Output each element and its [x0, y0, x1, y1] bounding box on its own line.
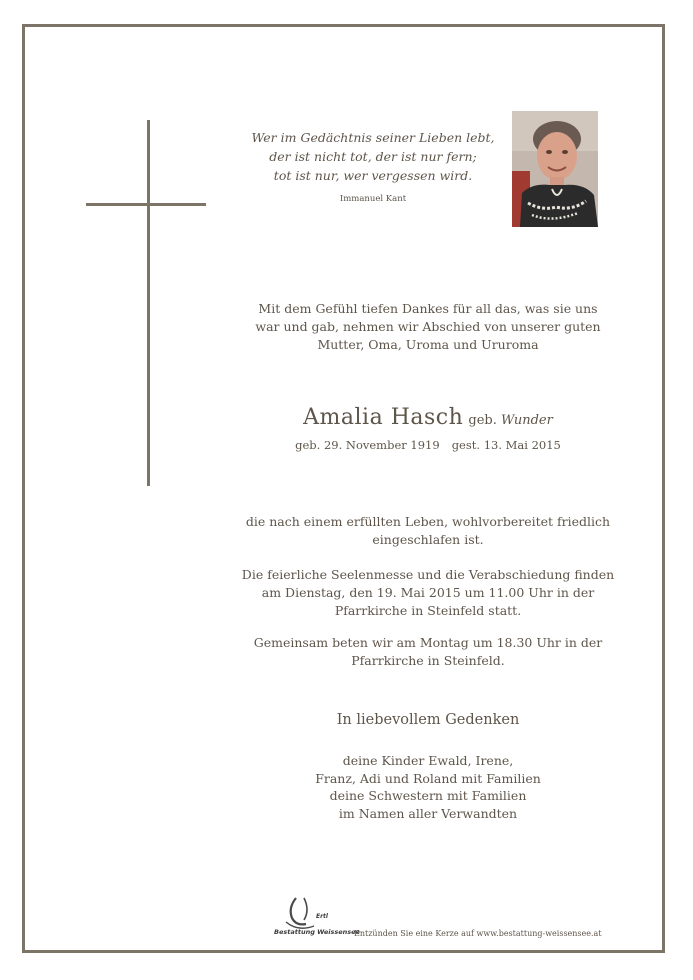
family-line: deine Schwestern mit Familien: [329, 788, 527, 803]
notice-line: Gemeinsam beten wir am Montag um 18.30 Uhr in der: [253, 635, 603, 650]
notice-line: Pfarrkirche in Steinfeld statt.: [334, 603, 522, 618]
notice-block-mass: [240, 566, 616, 620]
intro-line: war und gab, nehmen wir Abschied von unserer guten: [255, 319, 601, 334]
notice-line: die nach einem erfüllten Leben, wohlvorbereitet friedlich: [245, 514, 611, 529]
portrait-image: [512, 111, 598, 227]
family-line: im Namen aller Verwandten: [338, 805, 518, 821]
family-line: Franz, Adi und Roland mit Familien: [315, 770, 541, 786]
born-prefix: geb.: [468, 413, 497, 428]
cross-icon-horizontal: [86, 203, 206, 206]
death-date: gest. 13. Mai 2015: [451, 438, 561, 452]
intro-text: [230, 300, 626, 354]
quote-author: Immanuel Kant: [339, 194, 407, 204]
logo-text-main: Bestattung Weissensee: [274, 928, 360, 936]
logo-text-top: Ertl: [316, 913, 328, 920]
notice-line: eingeschlafen ist.: [372, 532, 484, 547]
birth-name: [468, 413, 552, 428]
memorial-quote: [240, 128, 506, 185]
portrait-photo: [512, 111, 598, 227]
intro-line: Mutter, Oma, Uroma und Ururoma: [317, 337, 539, 352]
notice-block-passing: [240, 513, 616, 549]
candle-link[interactable]: Entzünden Sie eine Kerze auf www.bestattung-weissensee.at: [354, 929, 602, 938]
notice-line: Pfarrkirche in Steinfeld.: [351, 653, 505, 668]
quote-line: der ist nicht tot, der ist nur fern;: [269, 149, 477, 164]
notice-block-prayer: [240, 634, 616, 670]
quote-line: tot ist nur, wer vergessen wird.: [273, 168, 473, 183]
birth-date: geb. 29. November 1919: [295, 438, 440, 452]
intro-line: Mit dem Gefühl tiefen Dankes für all das, was sie uns: [258, 301, 598, 316]
notice-line: am Dienstag, den 19. Mai 2015 um 11.00 Uhr in der: [261, 585, 595, 600]
family-line: deine Kinder Ewald, Irene,: [342, 753, 514, 768]
notice-line: Die feierliche Seelenmesse und die Verabschiedung finden: [241, 567, 615, 582]
maiden-name: Wunder: [501, 413, 553, 428]
cross-icon-vertical: [147, 120, 150, 486]
deceased-name: Amalia Hasch: [303, 405, 464, 430]
memory-heading: In liebevollem Gedenken: [336, 712, 520, 728]
life-dates: [200, 438, 656, 452]
family-list: [240, 752, 616, 822]
deceased-name-line: [200, 405, 656, 430]
quote-line: Wer im Gedächtnis seiner Lieben lebt,: [251, 130, 495, 145]
